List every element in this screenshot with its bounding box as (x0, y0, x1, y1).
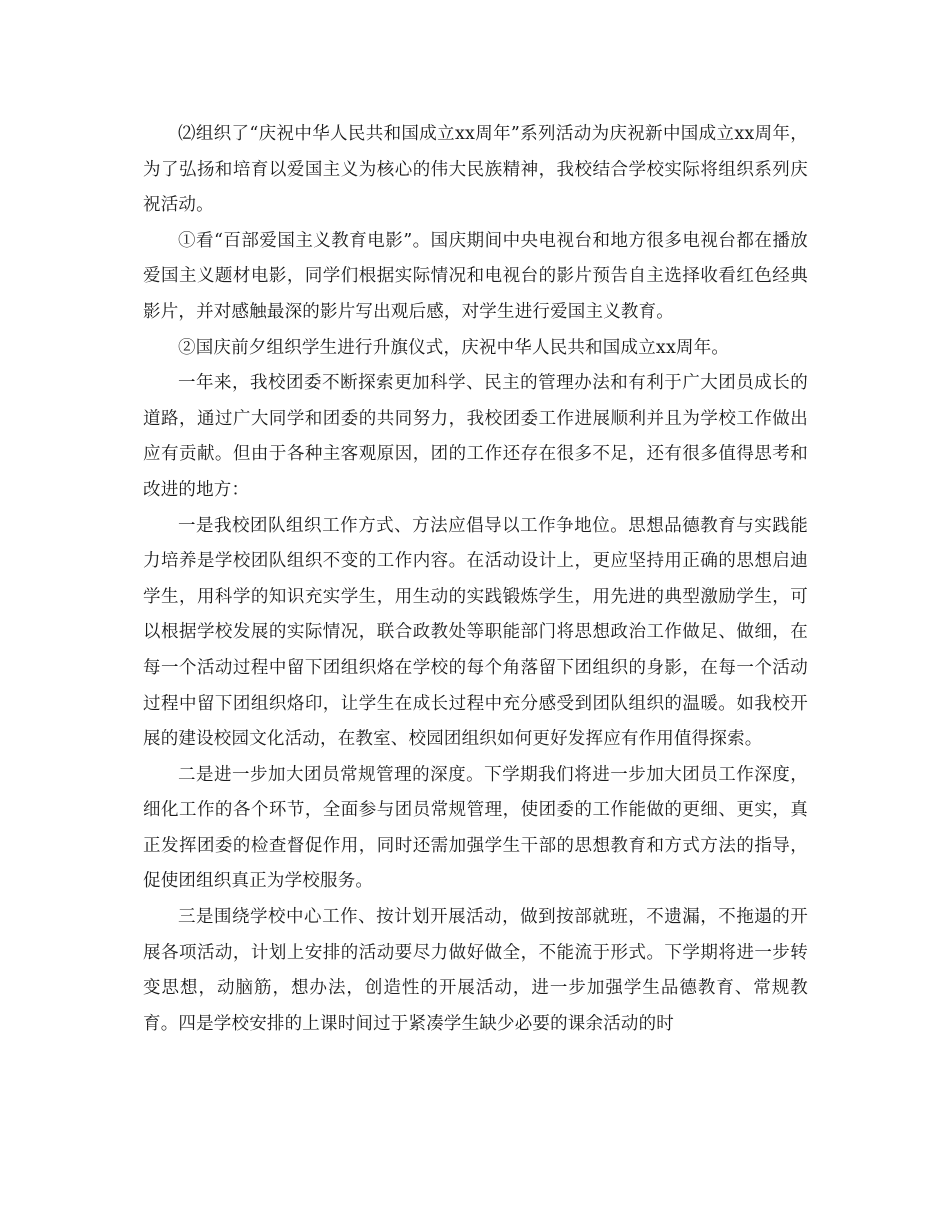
paragraph-point-two: 二是进一步加大团员常规管理的深度。下学期我们将进一步加大团员工作深度，细化工作的各个环节，全面参与团员常规管理，使团委的工作能做的更细、更实，真正发挥团委的检查督促作用，同时还需加强学生干部的思想教育和方式方法的指导，促使团组织真正为学校服务。 (143, 764, 808, 892)
paragraph-celebration-activities: ⑵组织了“庆祝中华人民共和国成立xx周年”系列活动为庆祝新中国成立xx周年，为了弘扬和培育以爱国主义为核心的伟大民族精神，我校结合学校实际将组织系列庆祝活动。 (143, 124, 808, 216)
document-body (143, 117, 808, 1042)
paragraph-year-summary: 一年来，我校团委不断探索更加科学、民主的管理办法和有利于广大团员成长的道路，通过广大同学和团委的共同努力，我校团委工作进展顺利并且为学校工作做出应有贡献。但由于各种主客观原因，团的工作还存在很多不足，还有很多值得思考和改进的地方： (143, 373, 808, 500)
paragraph-point-one: 一是我校团队组织工作方式、方法应倡导以工作争地位。思想品德教育与实践能力培养是学校团队组织不变的工作内容。在活动设计上，更应坚持用正确的思想启迪学生，用科学的知识充实学生，用生动的实践锻炼学生，用先进的典型激励学生，可以根据学校发展的实际情况，联合政教处等职能部门将思想政治工作做足、做细，在每一个活动过程中留下团组织烙在学校的每个角落留下团组织的身影，在每一个活动过程中留下团组织烙印，让学生在成长过程中充分感受到团队组织的温暖。如我校开展的建设校园文化活动，在教室、校园团组织如何更好发挥应有作用值得探索。 (143, 515, 808, 750)
paragraph-point-three: 三是围绕学校中心工作、按计划开展活动，做到按部就班，不遗漏，不拖遢的开展各项活动，计划上安排的活动要尽力做好做全，不能流于形式。下学期将进一步转变思想，动脑筋，想办法，创造性的开展活动，进一步加强学生品德教育、常规教育。四是学校安排的上课时间过于紧凑学生缺少必要的课余活动的时 (143, 907, 808, 1034)
paragraph-patriotic-films: ①看“百部爱国主义教育电影”。国庆期间中央电视台和地方很多电视台都在播放爱国主义题材电影，同学们根据实际情况和电视台的影片预告自主选择收看红色经典影片，并对感触最深的影片写出观后感，对学生进行爱国主义教育。 (143, 230, 808, 322)
paragraph-flag-raising: ②国庆前夕组织学生进行升旗仪式，庆祝中华人民共和国成立xx周年。 (178, 337, 730, 358)
